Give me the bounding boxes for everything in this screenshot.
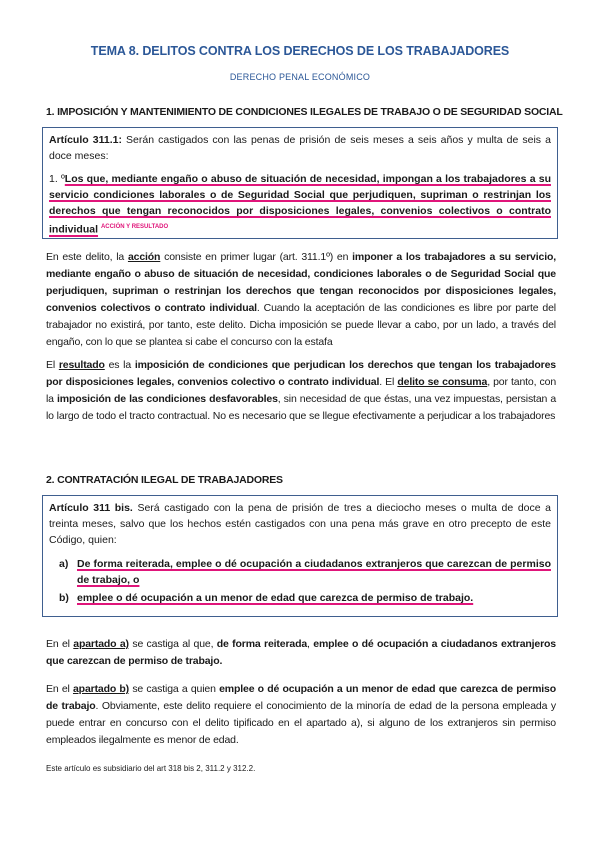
resultado-definition: imposición de condiciones que perjudican los derechos que tengan los trabajadores por disposiciones legales, convenios colectivo o contrato individual <box>46 359 556 388</box>
text-run: , por tanto, con la <box>46 376 557 405</box>
resultado-keyword: resultado <box>58 359 105 371</box>
text-run-bold: emplee o dé ocupación a ciudadanos extranjeros que carezcan de permiso de trabajo. <box>46 638 556 667</box>
text-run: se castiga al que, <box>128 638 217 650</box>
article-311-1-item-number: 1. º <box>49 173 65 185</box>
text-run: En el <box>46 638 74 650</box>
accion-resultado-tag: ACCIÓN Y RESULTADO <box>100 224 169 230</box>
consuma-keyword: delito se consuma <box>397 376 488 388</box>
page-title: TEMA 8. DELITOS CONTRA LOS DERECHOS DE LOS TRABAJADORES <box>90 44 510 58</box>
article-311-bis-box <box>42 495 558 617</box>
article-311-1-label: Artículo 311.1: <box>49 134 122 146</box>
section-2-heading: 2. CONTRATACIÓN ILEGAL DE TRABAJADORES <box>46 474 283 486</box>
text-run: , sin necesidad de que éstas, una vez impuestas, persistan a lo largo de todo el tracto contractual. No es necesario que se llegue efectivamente a perjudicar a los trabajadores <box>46 393 557 422</box>
section-1-paragraph-1 <box>46 249 556 351</box>
article-311-1-box <box>42 127 558 239</box>
article-311-1-text: Serán castigados con las penas de prisión de seis meses a seis años y multa de seis a doce meses: <box>49 134 551 162</box>
text-run: . Obviamente, este delito requiere el conocimiento de la minoría de edad de la persona empleada y puede entrar en concurso con el delito tipificado en el apartado a), si alguno de los extranjeros sin permiso empleados ilegalmente es menor de edad. <box>46 700 556 746</box>
text-run: . Cuando la aceptación de las condiciones es libre por parte del trabajador no existirá, por tanto, este delito. Dicha imposición se puede llevar a cabo, por un lado, a través del engaño, con lo que se plantea si cabe el concurso con la estafa <box>46 302 556 348</box>
consuma-definition: imposición de las condiciones desfavorables <box>57 393 278 405</box>
article-311-bis-text: Será castigado con la pena de prisión de tres a dieciocho meses o multa de doce a treinta meses, salvo que los hechos estén castigados con una pena más grave en otro precepto de este Código, quien: <box>49 502 552 546</box>
apartado-b-keyword: apartado b) <box>72 683 130 695</box>
article-311-1-item-text: Los que, mediante engaño o abuso de situación de necesidad, impongan a los trabajadores a su servicio condiciones laborales o de Seguridad Social que perjudiquen, supriman o restrinjan los derechos que tengan reconocidos por disposiciones legales, convenios colectivos o contrato individual <box>49 173 551 236</box>
list-item <box>49 590 551 606</box>
list-marker: a) <box>59 558 69 570</box>
accion-definition: imponer a los trabajadores a su servicio, mediante engaño o abuso de situación de necesidad, condiciones laborales o de Seguridad Social que perjudiquen, supriman o restrinjan los derechos que tengan reconocidos por disposiciones legales, convenios colectivos o contrato individual <box>46 251 556 314</box>
text-run: , <box>307 638 314 650</box>
section-2-paragraph-1 <box>46 636 556 670</box>
text-run-bold: emplee o dé ocupación a un menor de edad que carezca de permiso de trabajo <box>46 683 557 712</box>
subsidiary-note: Este artículo es subsidiario del art 318 bis 2, 311.2 y 312.2. <box>46 764 256 773</box>
text-run: consiste en primer lugar (art. 311.1º) en <box>160 251 353 263</box>
article-311-1-item <box>49 171 551 238</box>
article-311-bis-label: Artículo 311 bis. <box>49 502 133 514</box>
accion-keyword: acción <box>127 251 161 263</box>
page-subtitle: DERECHO PENAL ECONÓMICO <box>229 72 371 82</box>
list-item-text: De forma reiterada, emplee o dé ocupación a ciudadanos extranjeros que carezcan de permiso de trabajo, o <box>77 558 551 586</box>
article-311-bis-intro <box>49 500 551 548</box>
list-item <box>49 556 551 588</box>
list-item-text: emplee o dé ocupación a un menor de edad que carezca de permiso de trabajo. <box>77 592 474 604</box>
text-run: En este delito, la <box>46 251 128 263</box>
text-run: . El <box>379 376 398 388</box>
text-run: En el <box>46 683 73 695</box>
text-run-bold: de forma reiterada <box>216 638 308 650</box>
section-1-paragraph-2 <box>46 357 556 425</box>
article-311-1-intro <box>49 132 551 164</box>
text-run: El <box>46 359 59 371</box>
section-1-heading: 1. IMPOSICIÓN Y MANTENIMIENTO DE CONDICIONES ILEGALES DE TRABAJO O DE SEGURIDAD SOCIAL <box>46 106 563 118</box>
section-2-paragraph-2 <box>46 681 556 749</box>
text-run: es la <box>104 359 135 371</box>
article-311-bis-list <box>49 556 551 606</box>
text-run: se castiga a quien <box>129 683 220 695</box>
apartado-a-keyword: apartado a) <box>73 638 129 650</box>
list-marker: b) <box>59 592 69 604</box>
